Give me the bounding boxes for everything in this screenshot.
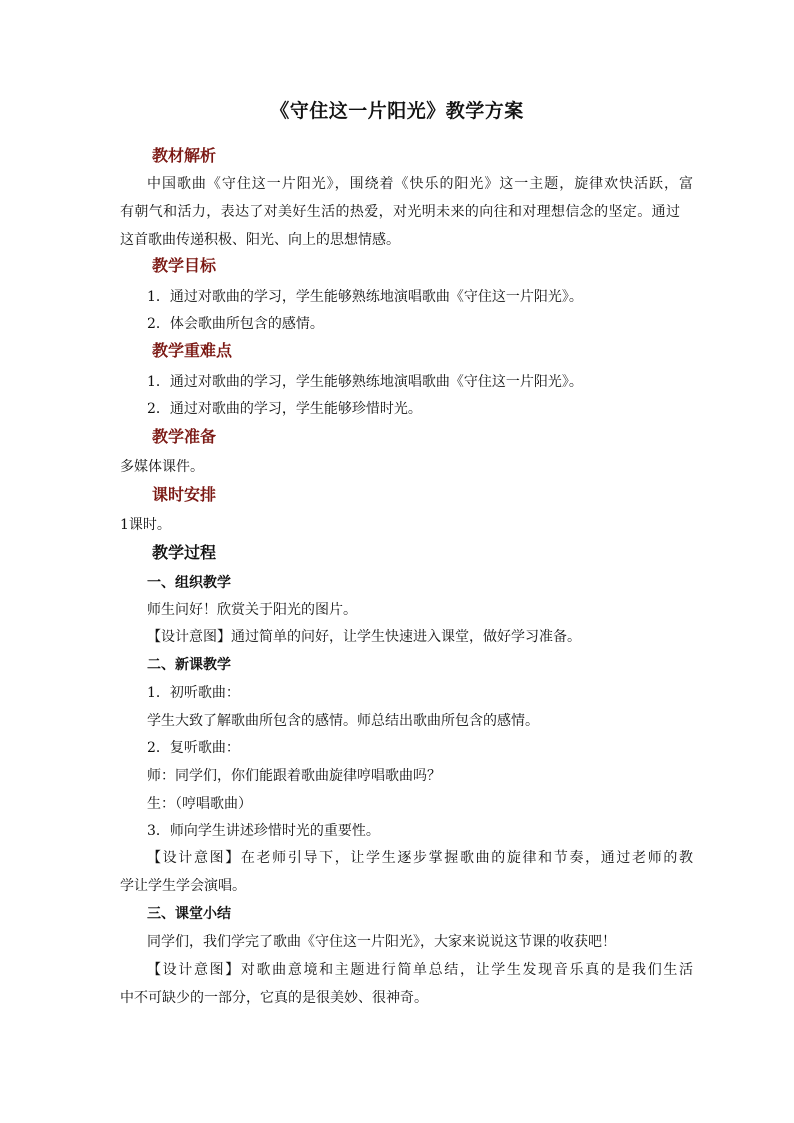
material-line-3: 这首歌曲传递积极、阳光、向上的思想情感。 bbox=[120, 232, 400, 248]
heading-schedule: 课时安排 bbox=[152, 485, 217, 504]
process-step-3-intent-line-2: 中不可缺少的一部分，它真的是很美妙、很神奇。 bbox=[120, 990, 428, 1006]
material-line-1: 中国歌曲《守住这一片阳光》，围绕着《快乐的阳光》这一主题，旋律欢快活跃，富 bbox=[147, 176, 693, 192]
process-step-1-heading: 一、组织教学 bbox=[147, 575, 231, 591]
key-item-1: 1．通过对歌曲的学习，学生能够熟练地演唱歌曲《守住这一片阳光》。 bbox=[147, 374, 583, 390]
process-step-2-sub-3: 3．师向学生讲述珍惜时光的重要性。 bbox=[147, 823, 380, 839]
process-step-2-intent-line-2: 学让学生学会演唱。 bbox=[120, 878, 246, 894]
process-step-3-text: 同学们，我们学完了歌曲《守住这一片阳光》，大家来说说这节课的收获吧！ bbox=[147, 934, 616, 950]
heading-goals: 教学目标 bbox=[152, 256, 217, 275]
goals-item-2: 2．体会歌曲所包含的感情。 bbox=[147, 316, 324, 332]
process-step-2-heading: 二、新课教学 bbox=[147, 657, 231, 673]
process-step-3-heading: 三、课堂小结 bbox=[147, 906, 231, 922]
schedule-text: 1课时。 bbox=[120, 517, 171, 533]
preparation-text: 多媒体课件。 bbox=[120, 459, 204, 475]
process-step-2-sub-2-text-1: 师：同学们，你们能跟着歌曲旋律哼唱歌曲吗？ bbox=[147, 768, 441, 784]
heading-preparation: 教学准备 bbox=[152, 427, 217, 446]
heading-key-points: 教学重难点 bbox=[152, 341, 233, 360]
process-step-2-sub-2: 2．复听歌曲： bbox=[147, 740, 240, 756]
process-step-1-text: 师生问好！欣赏关于阳光的图片。 bbox=[147, 602, 357, 618]
heading-process: 教学过程 bbox=[152, 543, 217, 562]
process-step-2-sub-1: 1．初听歌曲： bbox=[147, 685, 240, 701]
goals-item-1: 1．通过对歌曲的学习，学生能够熟练地演唱歌曲《守住这一片阳光》。 bbox=[147, 289, 583, 305]
process-step-2-sub-2-text-2: 生：（哼唱歌曲） bbox=[147, 796, 252, 812]
process-step-1-intent: 【设计意图】通过简单的问好，让学生快速进入课堂，做好学习准备。 bbox=[147, 629, 581, 645]
process-step-2-intent-line-1: 【设计意图】在老师引导下，让学生逐步掌握歌曲的旋律和节奏，通过老师的教 bbox=[147, 850, 693, 866]
heading-material: 教材解析 bbox=[152, 146, 217, 165]
key-item-2: 2．通过对歌曲的学习，学生能够珍惜时光。 bbox=[147, 401, 422, 417]
process-step-2-sub-1-text: 学生大致了解歌曲所包含的感情。师总结出歌曲所包含的感情。 bbox=[147, 713, 539, 729]
process-step-3-intent-line-1: 【设计意图】对歌曲意境和主题进行简单总结，让学生发现音乐真的是我们生活 bbox=[147, 962, 693, 978]
material-line-2: 有朝气和活力，表达了对美好生活的热爱，对光明未来的向往和对理想信念的坚定。通过 bbox=[120, 204, 680, 220]
document-title: 《守住这一片阳光》教学方案 bbox=[270, 100, 524, 122]
